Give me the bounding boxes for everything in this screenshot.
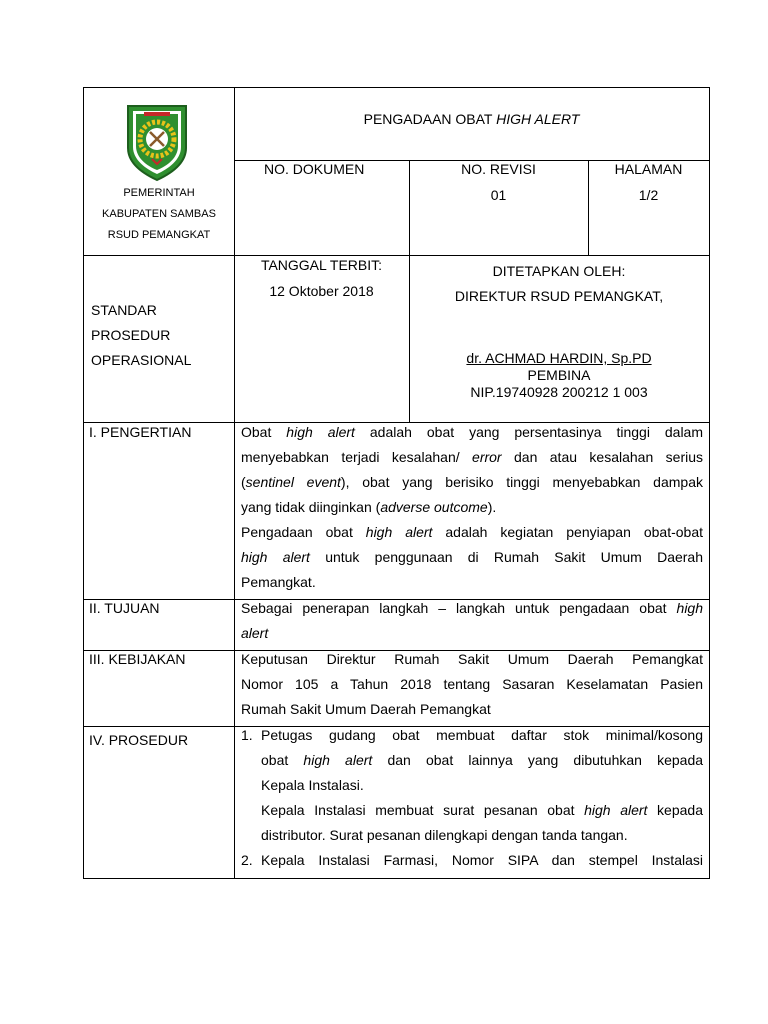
text-line: Petugas gudang obat membuat daftar stok minimal/kosong: [261, 727, 703, 743]
no-revisi-value: 01: [490, 187, 507, 203]
text-line: Pemangkat.: [241, 574, 316, 590]
text-line: alert: [241, 625, 269, 641]
text-line: Kepala Instalasi membuat surat pesanan obat high alert kepada: [261, 802, 703, 818]
section-label-kebijakan: III. KEBIJAKAN: [89, 651, 186, 667]
signatory-name: dr. ACHMAD HARDIN, Sp.PD: [466, 350, 652, 366]
institution-line: RSUD PEMANGKAT: [107, 229, 211, 241]
signatory-nip: NIP.19740928 200212 1 003: [470, 384, 648, 400]
section-body-pengertian: [241, 420, 703, 595]
text-line: distributor. Surat pesanan dilengkapi dengan tanda tangan.: [261, 827, 628, 843]
no-dokumen-label: NO. DOKUMEN: [264, 161, 365, 177]
text-line: (sentinel event), obat yang berisiko tinggi menyebabkan dampak: [241, 474, 703, 490]
text-line: high alert untuk penggunaan di Rumah Sakit Umum Daerah: [241, 549, 703, 565]
title-text: PENGADAAN OBAT: [363, 111, 497, 127]
prosedur-step-1: [261, 723, 703, 848]
text-line: Kepala Instalasi.: [261, 777, 364, 793]
section-label-pengertian: I. PENGERTIAN: [89, 424, 192, 440]
halaman-label: HALAMAN: [614, 161, 683, 177]
no-revisi-label: NO. REVISI: [461, 161, 536, 177]
list-number: 1.: [241, 727, 253, 743]
divider: [234, 88, 235, 878]
text-line: Kepala Instalasi Farmasi, Nomor SIPA dan stempel Instalasi: [261, 852, 703, 868]
section-label-prosedur: IV. PROSEDUR: [89, 732, 189, 748]
section-label-tujuan: II. TUJUAN: [89, 600, 160, 616]
ditetapkan-jabatan: DIREKTUR RSUD PEMANGKAT,: [454, 288, 664, 304]
text-line: Keputusan Direktur Rumah Sakit Umum Daerah Pemangkat: [241, 651, 703, 667]
sop-label-line: PROSEDUR: [91, 327, 171, 343]
text-line: Rumah Sakit Umum Daerah Pemangkat: [241, 701, 491, 717]
sop-document: [83, 87, 710, 879]
title-italic: HIGH ALERT: [496, 111, 580, 127]
text-line: Obat high alert adalah obat yang persentasinya tinggi dalam: [241, 424, 704, 440]
sop-label-line: OPERASIONAL: [91, 352, 192, 368]
institution-name: [84, 183, 234, 246]
tanggal-terbit-label: TANGGAL TERBIT:: [260, 257, 383, 273]
kabupaten-sambas-logo-icon: [124, 102, 190, 182]
prosedur-step-2: [261, 848, 703, 873]
section-body-tujuan: [241, 596, 703, 646]
tanggal-terbit-value: 12 Oktober 2018: [269, 283, 374, 299]
text-line: Sebagai penerapan langkah – langkah untuk pengadaan obat high: [241, 600, 703, 616]
sop-label: [91, 298, 191, 373]
text-line: obat high alert dan obat lainnya yang dibutuhkan kepada: [261, 752, 704, 768]
sop-label-line: STANDAR: [91, 302, 157, 318]
signatory-rank: PEMBINA: [527, 367, 591, 383]
halaman-value: 1/2: [638, 187, 659, 203]
institution-line: KABUPATEN SAMBAS: [102, 208, 216, 220]
list-number: 2.: [241, 852, 253, 868]
text-line: menyebabkan terjadi kesalahan/ error dan atau kesalahan serius: [241, 449, 704, 465]
document-title: [234, 107, 709, 132]
text-line: Nomor 105 a Tahun 2018 tentang Sasaran Keselamatan Pasien: [241, 676, 703, 692]
text-line: yang tidak diinginkan (adverse outcome).: [241, 499, 497, 515]
institution-line: PEMERINTAH: [123, 187, 195, 199]
text-line: Pengadaan obat high alert adalah kegiatan penyiapan obat-obat: [241, 524, 703, 540]
ditetapkan-label: DITETAPKAN OLEH:: [492, 263, 626, 279]
ditetapkan-signature: [409, 350, 709, 401]
section-body-kebijakan: [241, 647, 703, 722]
